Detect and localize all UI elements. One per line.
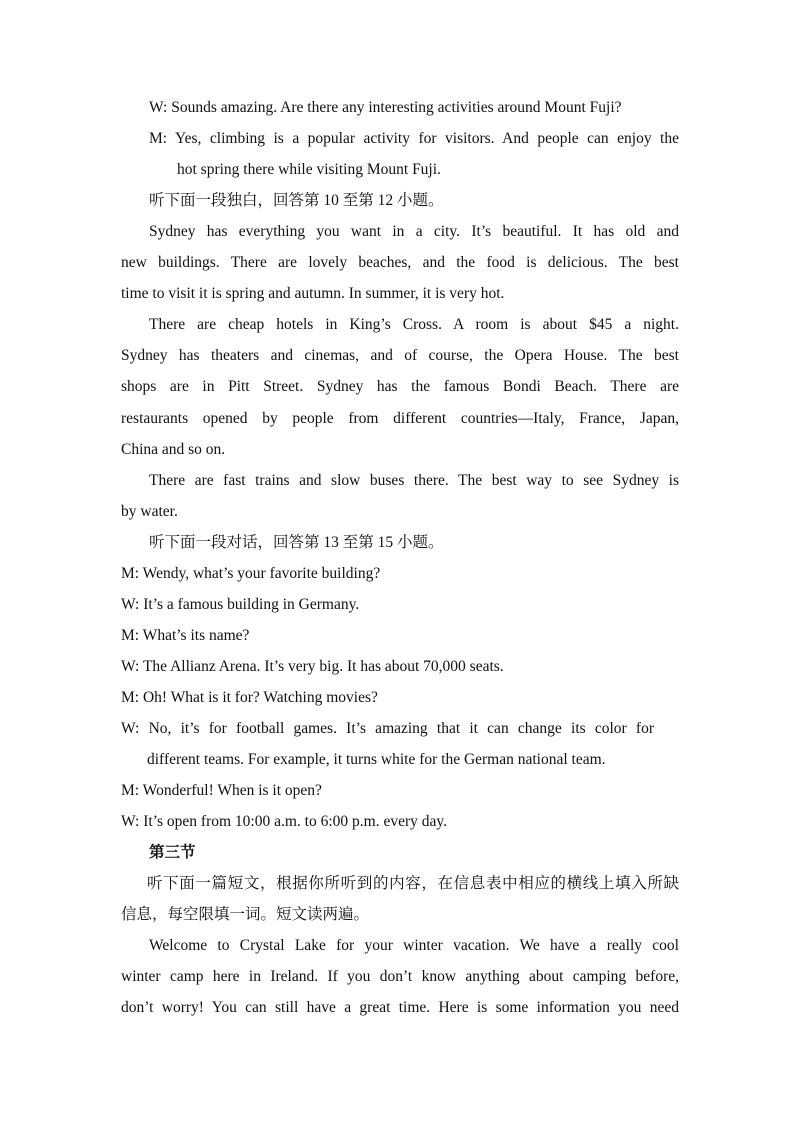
dialogue-line: W: Sounds amazing. Are there any interesting activities around Mount Fuji?: [149, 99, 622, 116]
paragraph-line: winter camp here in Ireland. If you don’t know anything about camping before,: [121, 968, 679, 985]
paragraph-line: China and so on.: [121, 441, 226, 458]
dialogue-line: M: Oh! What is it for? Watching movies?: [121, 689, 378, 706]
dialogue-line: W: It’s a famous building in Germany.: [121, 596, 360, 613]
paragraph-line: don’t worry! You can still have a great time. Here is some information you need: [121, 999, 679, 1016]
dialogue-line: M: What’s its name?: [121, 627, 250, 644]
dialogue-line: W: The Allianz Arena. It’s very big. It has about 70,000 seats.: [121, 658, 504, 675]
paragraph-line: Sydney has everything you want in a city. It’s beautiful. It has old and: [149, 223, 679, 240]
dialogue-line: hot spring there while visiting Mount Fuji.: [177, 161, 441, 178]
dialogue-line: M: Wonderful! When is it open?: [121, 782, 322, 799]
paragraph-line: Welcome to Crystal Lake for your winter vacation. We have a really cool: [149, 937, 679, 954]
section-instruction: 听下面一篇短文，根据你所听到的内容，在信息表中相应的横线上填入所缺: [147, 875, 679, 892]
dialogue-line: M: Wendy, what’s your favorite building?: [121, 565, 381, 582]
paragraph-line: restaurants opened by people from different countries—Italy, France, Japan,: [121, 410, 679, 427]
paragraph-line: Sydney has theaters and cinemas, and of course, the Opera House. The best: [121, 347, 679, 364]
paragraph-line: by water.: [121, 503, 178, 520]
paragraph-line: shops are in Pitt Street. Sydney has the famous Bondi Beach. There are: [121, 378, 679, 395]
section-instruction: 听下面一段独白，回答第 10 至第 12 小题。: [149, 192, 444, 209]
paragraph-line: new buildings. There are lovely beaches, and the food is delicious. The best: [121, 254, 679, 271]
section-instruction: 信息，每空限填一词。短文读两遍。: [121, 906, 370, 923]
dialogue-line: different teams. For example, it turns white for the German national team.: [147, 751, 606, 768]
dialogue-line: M: Yes, climbing is a popular activity for visitors. And people can enjoy the: [149, 130, 679, 147]
dialogue-line: W: It’s open from 10:00 a.m. to 6:00 p.m. every day.: [121, 813, 448, 830]
section-instruction: 听下面一段对话，回答第 13 至第 15 小题。: [149, 534, 444, 551]
paragraph-line: There are cheap hotels in King’s Cross. A room is about $45 a night.: [149, 316, 679, 333]
paragraph-line: time to visit it is spring and autumn. In summer, it is very hot.: [121, 285, 505, 302]
section-heading: 第三节: [149, 844, 196, 861]
paragraph-line: There are fast trains and slow buses there. The best way to see Sydney is: [149, 472, 679, 489]
dialogue-line: W: No, it’s for football games. It’s amazing that it can change its color for: [121, 720, 654, 737]
